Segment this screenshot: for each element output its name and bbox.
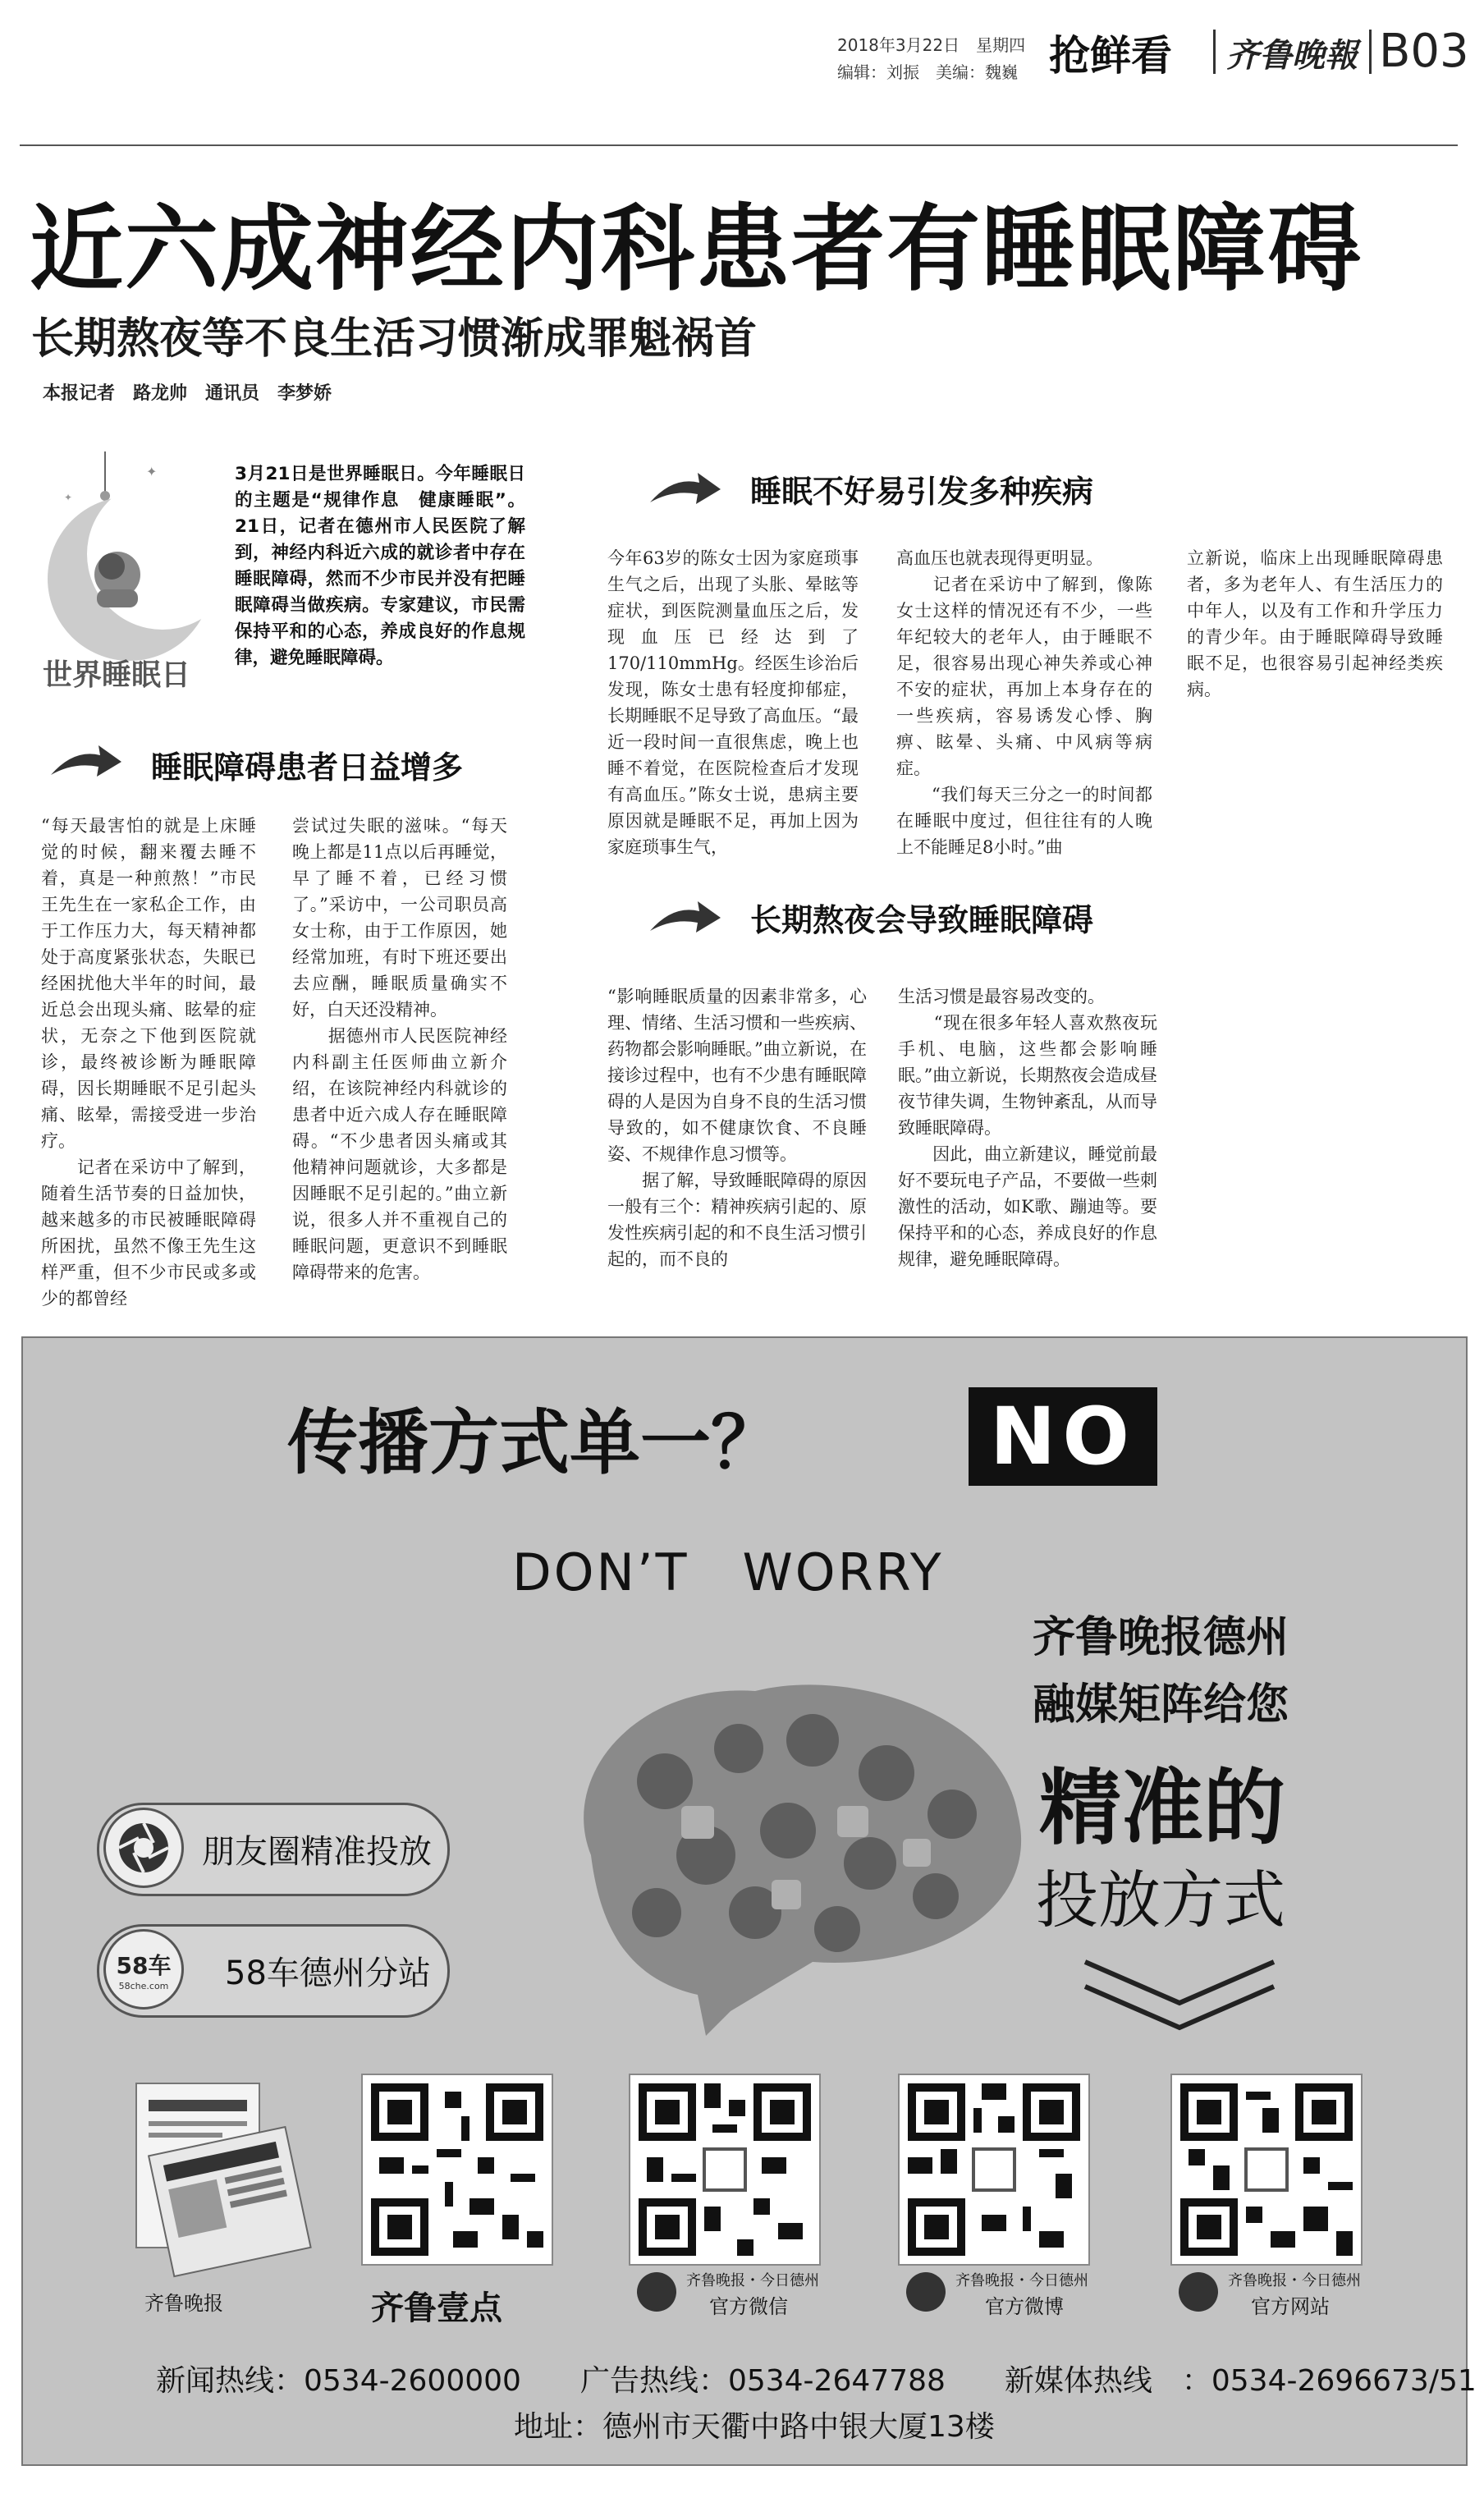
section-heading-3: 长期熬夜会导致睡眠障碍: [750, 902, 1094, 938]
world-sleep-day-emblem: [39, 443, 228, 698]
58che-logo-icon: [103, 1929, 184, 2010]
arrow-icon: [49, 744, 123, 785]
article-subhead: 长期熬夜等不良生活习惯渐成罪魁祸首: [31, 314, 758, 364]
section-2-col-1: 今年63岁的陈女士因为家庭琐事生气之后，出现了头胀、晕眩等症状，到医院测量血压之后，发现血压已经达到了170/110mmHg。经医生诊治后发现，陈女士患有轻度抑郁症，长期睡眠不足导致了高血压。“最近一段时间一直很焦虑，晚上也睡不着觉，在医院检查后才发现有高血压。”陈女士说，患病主要原因就是睡眠不足，再加上因为家庭琐事生气，: [607, 548, 859, 857]
qilu-yidian-caption: 齐鲁壹点: [371, 2289, 502, 2327]
header-rule: [20, 144, 1458, 146]
section-1-col-1: “每天最害怕的就是上床睡觉的时候，翻来覆去睡不着，真是一种煎熬！”市民王先生在一家私企工作，由于工作压力大，每天精神都处于高度紧张状态，失眠已经困扰他大半年的时间，最近总会出现头痛、眩晕的症状，无奈之下他到医院就诊，最终被诊断为睡眠障碍，因长期睡眠不足引起头痛、眩晕，需接受进一步治疗。 记者在采访中了解到，随着生活节奏的日益加快，越来越多的市民被睡眠障碍所困扰，虽然不像王先生这样严重，但不少市民或多或少的都曾经: [41, 816, 256, 1308]
58che-logo-text: 58车: [116, 1952, 172, 1979]
58che-label: 58车德州分站: [225, 1955, 431, 1992]
wechat-icon: [637, 2272, 676, 2312]
website-caption: 官方网站: [1251, 2295, 1330, 2318]
puzzle-brain-illustration: [542, 1650, 1051, 2036]
issue-date: 2018年3月22日 星期四: [837, 35, 1026, 55]
weibo-icon: [906, 2272, 946, 2312]
ad-question: 传播方式单一？: [287, 1401, 781, 1484]
newspaper-stack-image: [103, 2075, 318, 2280]
qr-code-website[interactable]: [1170, 2074, 1363, 2266]
section-3-col-2: 生活习惯是最容易改变的。 “现在很多年轻人喜欢熬夜玩手机、电脑，这些都会影响睡眠。”曲立新说，长期熬夜会造成昼夜节律失调，生物钟紊乱，从而导致睡眠障碍。 因此，曲立新建议，睡觉前最好不要玩电子产品，不要做一些刺激性的活动，如K歌、蹦迪等。要保持平和的心态，养成良好的作息规律，避免睡眠障碍。: [898, 987, 1157, 1269]
website-e-icon: [1179, 2272, 1218, 2312]
arrow-icon: [648, 471, 722, 512]
weibo-caption: 官方微博: [985, 2295, 1064, 2318]
byline: 本报记者 路龙帅 通讯员 李梦娇: [43, 383, 332, 404]
emblem-label: 世界睡眠日: [43, 658, 191, 692]
wechat-caption: 官方微信: [709, 2295, 788, 2318]
ad-line-2: 融媒矩阵给您: [1033, 1680, 1289, 1730]
moments-ad-label: 朋友圈精准投放: [202, 1833, 432, 1871]
camera-shutter-icon: [103, 1808, 184, 1888]
svg-text:✦: ✦: [146, 464, 158, 479]
section-1-col-2: 尝试过失眠的滋味。“每天晚上都是11点以后再睡觉，早了睡不着，已经习惯了。”采访中，一公司职员高女士称，由于工作原因，她经常加班，有时下班还要出去应酬，睡眠质量确实不好，白天还没精神。 据德州市人民医院神经内科副主任医师曲立新介绍，在该院神经内科就诊的患者中近六成人存在睡眠障碍。“不少患者因头痛或其他精神问题就诊，大多都是因睡眠不足引起的。”曲立新说，很多人并不重视自己的睡眠问题，更意识不到睡眠障碍带来的危害。: [292, 816, 507, 1282]
page-number: B03: [1379, 25, 1469, 78]
chevron-down-icon: [1077, 1954, 1282, 2036]
wechat-sub: 齐鲁晚报・今日德州: [686, 2272, 819, 2289]
header-divider: [1213, 30, 1216, 74]
header-divider: [1369, 30, 1372, 74]
ad-line-3: 精准的: [1039, 1760, 1285, 1856]
weibo-sub: 齐鲁晚报・今日德州: [955, 2272, 1088, 2289]
ad-line-1: 齐鲁晚报德州: [1033, 1613, 1289, 1662]
article-headline: 近六成神经内科患者有睡眠障碍: [30, 195, 1363, 304]
hotlines: 新闻热线：0534-2600000 广告热线：0534-2647788 新媒体热线 ：0534-2696673/51: [156, 2364, 1477, 2398]
section-2-col-3: 立新说，临床上出现睡眠障碍患者，多为老年人、有生活压力的中年人，以及有工作和升学压力的青少年。由于睡眠障碍导致睡眠不足，也很容易引起神经类疾病。: [1187, 548, 1443, 699]
qr-code-weibo[interactable]: [898, 2074, 1090, 2266]
article-lead: 3月21日是世界睡眠日。今年睡眠日的主题是“规律作息 健康睡眠”。21日，记者在德州市人民医院了解到，神经内科近六成的就诊者中存在睡眠障碍，然而不少市民并没有把睡眠障碍当做疾病。专家建议，市民需保持平和的心态，养成良好的作息规律，避免睡眠障碍。: [235, 464, 525, 668]
section-3-col-1: “影响睡眠质量的因素非常多，心理、情绪、生活习惯和一些疾病、药物都会影响睡眠。”曲立新说，在接诊过程中，也有不少患有睡眠障碍的人是因为自身不良的生活习惯导致的，如不健康饮食、不良睡姿、不规律作息习惯等。 据了解，导致睡眠障碍的原因一般有三个：精神疾病引起的、原发性疾病引起的和不良生活习惯引起的，而不良的: [607, 987, 867, 1269]
editors-credit: 编辑：刘振 美编：魏巍: [837, 62, 1018, 82]
section-2-col-2: 高血压也就表现得更明显。 记者在采访中了解到，像陈女士这样的情况还有不少，一些年纪较大的老年人，由于睡眠不足，很容易出现心神失养或心神不安的症状，再加上本身存在的一些疾病，容易诱发心悸、胸痹、眩晕、头痛、中风病等病症。 “我们每天三分之一的时间都在睡眠中度过，但往往有的人晚上不能睡足8小时。”曲: [896, 548, 1152, 857]
ad-line-4: 投放方式: [1036, 1863, 1285, 1936]
paper-caption: 齐鲁晚报: [144, 2292, 223, 2315]
ad-dont-worry: DON’T WORRY: [512, 1542, 944, 1602]
svg-text:✦: ✦: [64, 492, 73, 503]
58che-logo-sub: 58che.com: [118, 1981, 169, 1991]
qr-code-wechat[interactable]: [629, 2074, 821, 2266]
newspaper-logo: 齐鲁晚報: [1226, 36, 1358, 75]
section-title: 抢鲜看: [1049, 32, 1172, 80]
section-heading-1: 睡眠障碍患者日益增多: [151, 749, 464, 786]
website-sub: 齐鲁晚报・今日德州: [1228, 2272, 1361, 2289]
ad-no-badge: NO: [969, 1387, 1157, 1486]
address: 地址：德州市天衢中路中银大厦13楼: [514, 2410, 995, 2444]
section-heading-2: 睡眠不好易引发多种疾病: [750, 474, 1094, 510]
arrow-icon: [648, 900, 722, 941]
qr-code-qilu-yidian[interactable]: [361, 2074, 553, 2266]
